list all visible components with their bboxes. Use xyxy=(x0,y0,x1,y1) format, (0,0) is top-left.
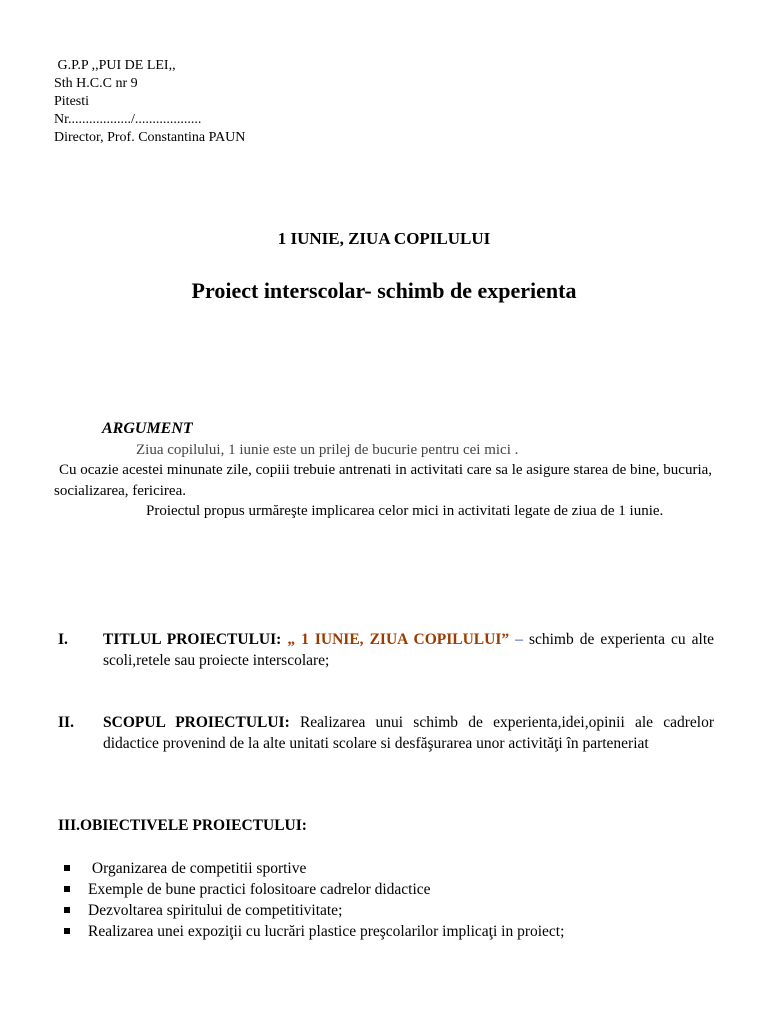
list-item-text: Dezvoltarea spiritului de competitivitate; xyxy=(88,902,343,919)
page-subtitle: Proiect interscolar- schimb de experienta xyxy=(191,278,577,303)
objectives-list xyxy=(64,858,564,942)
objectives-heading: III.OBIECTIVELE PROIECTULUI: xyxy=(58,817,307,834)
list-item xyxy=(64,879,564,900)
section-text: schimb de experienta cu alte scoli,retele sau proiecte interscolare; xyxy=(103,631,715,669)
header-line-city: Pitesti xyxy=(54,94,90,109)
bullet-square-icon xyxy=(64,928,70,934)
section-purpose xyxy=(58,712,714,754)
argument-line-1: Ziua copilului, 1 iunie este un prilej de bucurie pentru cei mici . xyxy=(136,441,519,458)
section-number: II. xyxy=(58,714,74,731)
dash-separator: – xyxy=(515,631,523,648)
project-name-quote: „ 1 IUNIE, ZIUA COPILULUI” xyxy=(287,631,510,648)
argument-paragraph-2: Cu ocazie acestei minunate zile, copiii trebuie antrenati in activitati care sa le asigure starea de bine, bucuria, socializarea, fericirea. xyxy=(54,462,713,499)
section-title xyxy=(58,629,714,671)
section-label: TITLUL PROIECTULUI: xyxy=(103,631,282,648)
bullet-square-icon xyxy=(64,907,70,913)
argument-section xyxy=(54,419,714,522)
bullet-square-icon xyxy=(64,865,70,871)
bullet-square-icon xyxy=(64,886,70,892)
list-item xyxy=(64,858,564,879)
page-title: 1 IUNIE, ZIUA COPILULUI xyxy=(277,229,491,248)
header-line-number: Nr................../................... xyxy=(54,112,202,127)
argument-heading: ARGUMENT xyxy=(102,420,193,437)
list-item-text: Realizarea unei expoziţii cu lucrări plastice preşcolarilor implicaţi in proiect; xyxy=(88,923,565,940)
header-line-structure: Sth H.C.C nr 9 xyxy=(54,76,138,91)
list-item xyxy=(64,900,564,921)
section-number: I. xyxy=(58,631,68,648)
argument-paragraph-3: Proiectul propus urmăreşte implicarea celor mici in activitati legate de ziua de 1 iunie. xyxy=(146,503,664,519)
section-text: Realizarea unui schimb de experienta,idei,opinii ale cadrelor didactice provenind de la alte unitati scolare si desfăşurarea unor activităţi în parteneriat xyxy=(103,714,715,752)
list-item xyxy=(64,921,564,942)
section-label: SCOPUL PROIECTULUI: xyxy=(103,714,290,731)
list-item-text: Organizarea de competitii sportive xyxy=(88,860,307,877)
header-line-school: G.P.P ,,PUI DE LEI,, xyxy=(54,58,176,73)
header-line-director: Director, Prof. Constantina PAUN xyxy=(54,130,246,145)
list-item-text: Exemple de bune practici folositoare cadrelor didactice xyxy=(88,881,431,898)
institution-header xyxy=(54,57,245,147)
